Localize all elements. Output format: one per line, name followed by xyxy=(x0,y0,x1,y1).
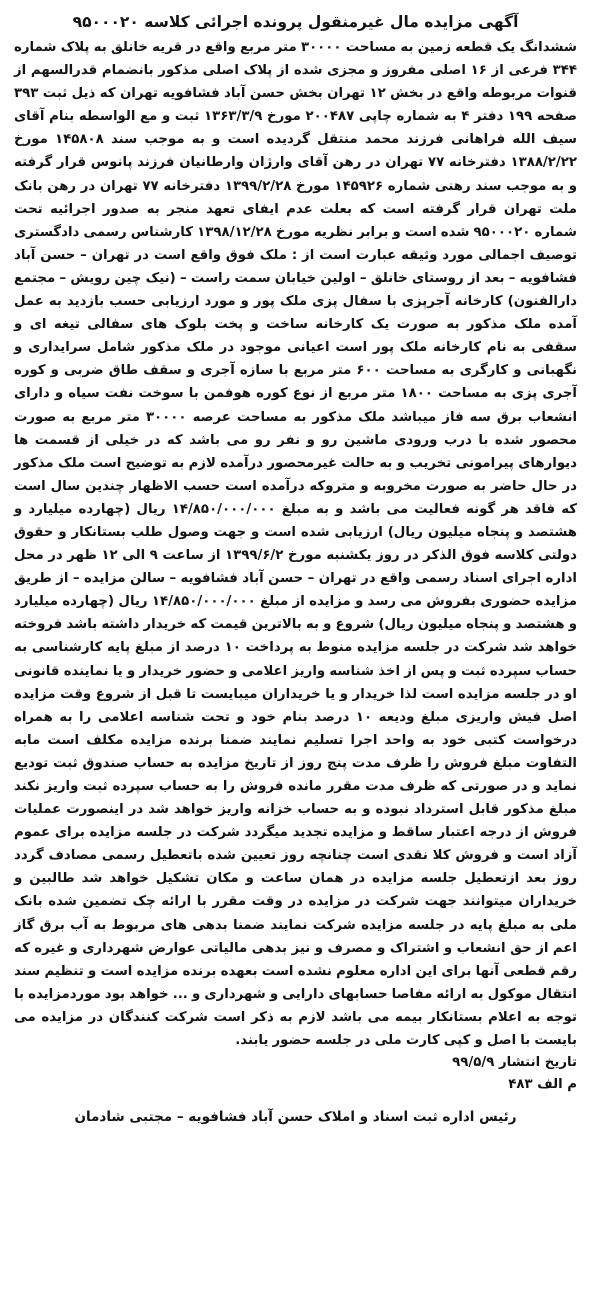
notice-body: ششدانگ یک قطعه زمین به مساحت ۳۰۰۰۰ متر مربع واقع در قریه خانلق به پلاک شماره ۳۴۴ فرعی از ۱۶ اصلی مفروز و مجزی شده از پلاک اصلی مذکور بانضمام قدرالسهم از قنوات مربوطه واقع در بخش ۱۲ تهران بخش حسن آباد فشافویه تهران که ذیل ثبت ۳۹۳ صفحه ۱۹۹ دفتر ۴ به شماره چاپی ۲۰۰۴۸۷ مورخ ۱۳۶۳/۳/۹ ثبت و مع الواسطه بنام آقای سیف الله فراهانی فرزند محمد منتقل گردیده است و به موجب سند ۱۴۵۸۰۸ مورخ ۱۳۸۸/۲/۲۲ دفترخانه ۷۷ تهران در رهن آقای وارژان وارطانیان فرزند پانوس قرار گرفته و به موجب سند رهنی شماره ۱۴۵۹۲۶ مورخ ۱۳۹۹/۲/۲۸ دفترخانه ۷۷ تهران در رهن بانک ملت تهران قرار گرفته است که بعلت عدم ایفای تعهد منجر به صدور اجرائیه تحت شماره ۹۵۰۰۰۲۰ شده است و برابر نظریه مورخ ۱۳۹۸/۱۲/۲۸ کارشناس رسمی دادگستری توصیف اجمالی مورد وثیقه عبارت است از : ملک فوق واقع است در تهران – حسن آباد فشافویه – بعد از روستای خانلق – اولین خیابان سمت راست – (نیک چین رویش – مجتمع دارالفنون) کارخانه آجرپزی با سفال پزی ملک پور و مورد ارزیابی حسب بازدید به عمل آمده ملک مذکور به صورت یک کارخانه ساخت و پخت بلوک های سفالی تیغه ای و سقفی به نام کارخانه ملک پور است اعیانی موجود در ملک مذکور شامل سرایداری و نگهبانی و کارگری به مساحت ۶۰۰ متر مربع با سازه آجری و سقف طاق ضربی و کوره آجری پزی به مساحت ۱۸۰۰ متر مربع از نوع کوره هوفمن با سوخت نفت سیاه و دارای انشعاب برق سه فاز میباشد ملک مذکور به مساحت عرصه ۳۰۰۰۰ متر مربع به صورت محصور شده با درب ورودی ماشین رو و نفر رو می باشد که در خیلی از قسمت ها دیوارهای پیرامونی تخریب و به حالت غیرمحصور درآمده لازم به توضیح است ملک مذکور در حال حاضر به صورت مخروبه و متروکه درآمده است حسب الاظهار چندین سال است که فاقد هر گونه فعالیت می باشد و به مبلغ ۱۴/۸۵۰/۰۰۰/۰۰۰ ریال (چهارده میلیارد و هشتصد و پنجاه میلیون ریال) ارزیابی شده است و جهت وصول طلب بستانکار و حقوق دولتی کلاسه فوق الذکر در روز یکشنبه مورخ ۱۳۹۹/۶/۲ از ساعت ۹ الی ۱۲ ظهر در محل اداره اجرای اسناد رسمی واقع در تهران – حسن آباد فشافویه – سالن مزایده – از طریق مزایده حضوری بفروش می رسد و مزایده از مبلغ ۱۴/۸۵۰/۰۰۰/۰۰۰ ریال (چهارده میلیارد و هشتصد و پنجاه میلیون ریال) شروع و به بالاترین قیمت که خریدار داشته باشد فروخته خواهد شد شرکت در جلسه مزایده منوط به پرداخت ۱۰ درصد از مبلغ پایه کارشناسی به حساب سپرده ثبت و پس از اخذ شناسه واریز اعلامی و حضور خریدار و یا نماینده قانونی او در جلسه مزایده است لذا خریدار و یا خریداران میبایست تا قبل از شروع وقت مزایده اصل فیش واریزی مبلغ ودیعه ۱۰ درصد بنام خود و تحت شناسه اعلامی را به همراه درخواست کتبی خود به واحد اجرا تسلیم نمایند ضمنا برنده مزایده مکلف است مابه التفاوت مبلغ فروش را ظرف مدت پنج روز از تاریخ مزایده به حساب صندوق ثبت تودیع نماید و در صورتی که ظرف مدت مقرر مانده فروش را به حساب سپرده ثبت واریز نکند مبلغ مذکور قابل استرداد نبوده و به حساب خزانه واریز خواهد شد در اینصورت عملیات فروش از درجه اعتبار ساقط و مزایده تجدید میگردد شرکت در جلسه مزایده برای عموم آزاد است و فروش کلا نقدی است چنانچه روز تعیین شده باتعطیل رسمی مصادف گردد روز بعد ازتعطیل جلسه مزایده در همان ساعت و مکان تشکیل خواهد شد طالبین و خریداران میتوانند جهت شرکت در مزایده در وقت مقرر با ارائه چک تضمین شده بانک ملی به مبلغ پایه در جلسه مزایده شرکت نمایند ضمنا بدهی های مربوط به آب برق گاز اعم از حق انشعاب و اشتراک و مصرف و نیز بدهی مالیاتی عوارض شهرداری و غیره که رقم قطعی آنها برای این اداره معلوم نشده است بعهده برنده مزایده است و تنظیم سند انتقال موکول به ارائه مفاصا حسابهای دارایی و شهرداری و ... خواهد بود موردمزایده با توجه به اعلام بستانکار بیمه می باشد لازم به ذکر است شرکت کنندگان در مزایده می بایست با اصل و کپی کارت ملی در جلسه حضور یابند. xyxy=(14,40,578,1049)
notice-code: م الف ۴۸۳ xyxy=(508,1077,577,1093)
signature-line: رئیس اداره ثبت اسناد و املاک حسن آباد فشافویه – مجتبی شادمان xyxy=(74,1109,517,1126)
publish-date: تاریخ انتشار ۹۹/۵/۹ xyxy=(452,1055,577,1071)
notice-title: آگهی مزایده مال غیرمنقول پرونده اجرائی کلاسه ۹۵۰۰۰۲۰ xyxy=(72,13,519,31)
